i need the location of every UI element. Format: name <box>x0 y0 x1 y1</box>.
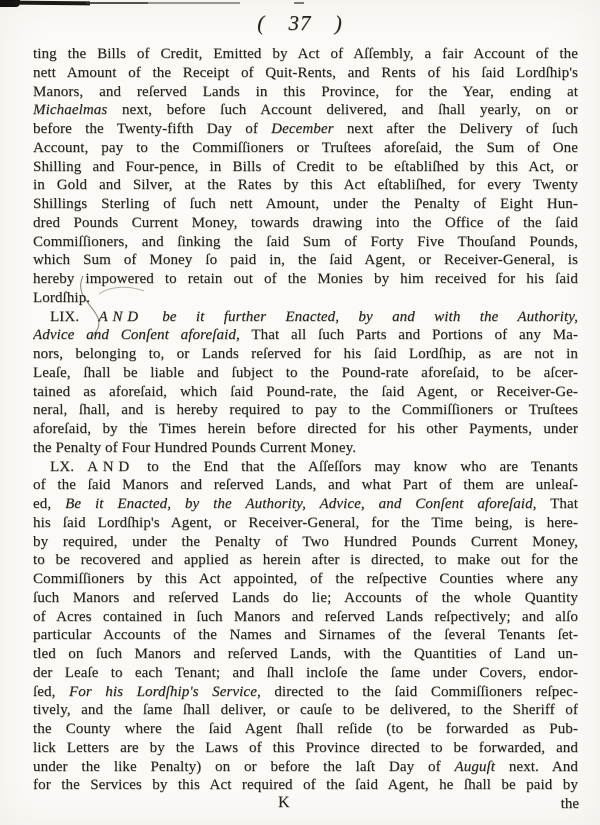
text-line <box>33 739 578 758</box>
text-segment: which Sum of Money ſo paid in, the ſaid Agent, or Receiver-General, is <box>33 252 578 269</box>
text-line <box>33 101 578 120</box>
text-segment: December <box>271 121 334 137</box>
paragraph <box>33 458 578 796</box>
text-segment: LIX. <box>50 308 99 325</box>
text-segment: under the like Penalty) on or before the laſt Day of <box>33 758 455 775</box>
scan-smudge-top <box>14 1 90 6</box>
text-segment: ſuch Manors and reſerved Lands do lie; Accounts of the whole Quantity <box>33 589 578 606</box>
text-segment: That <box>536 496 578 512</box>
text-line <box>33 551 578 570</box>
paragraph <box>33 45 578 308</box>
text-segment: hereby impowered to retain out of the Monies by him received for his ſaid <box>33 271 578 287</box>
text-line <box>33 570 578 589</box>
text-line <box>33 514 578 533</box>
scan-smudge-top <box>86 2 148 4</box>
text-segment: Commiſſioners by this Act appointed, of the reſpective Counties where any <box>33 571 578 587</box>
text-line <box>33 458 578 477</box>
scan-smudge-top <box>294 2 304 4</box>
page-number-header: ( 37 ) <box>257 11 343 35</box>
text-segment: next. And <box>495 758 578 775</box>
text-line <box>33 308 578 327</box>
text-line <box>33 120 578 139</box>
text-segment: by required, under the Penalty of Two Hundred Pounds Current Money, <box>33 533 578 550</box>
text-segment: Auguſt <box>454 758 496 775</box>
text-segment: aforeſaid, by the Times herein before directed for his other Payments, under <box>33 421 578 437</box>
text-line <box>33 195 578 214</box>
text-segment: nors, belonging to, or Lands reſerved for his ſaid Lordſhip, as are not in <box>33 346 578 362</box>
text-segment: Shilling and Four-pence, in Bills of Credit to be eſtabliſhed by this Act, or <box>33 158 578 175</box>
text-line <box>33 589 578 608</box>
text-segment: Lordſhip. <box>33 289 91 306</box>
text-line <box>33 176 578 195</box>
text-segment: next, before ſuch Account delivered, and ſhall yearly, on or <box>107 102 578 119</box>
text-segment: particular Accounts of the Names and Sirnames of the ſeveral Tenants ſet- <box>33 627 578 644</box>
text-segment: Account, pay to the Commiſſioners or Truſtees aforeſaid, the Sum of One <box>33 139 578 156</box>
text-line <box>33 476 578 495</box>
text-segment: his ſaid Lordſhip's Agent, or Receiver-General, for the Time being, is here- <box>33 514 578 531</box>
text-segment: ting the Bills of Credit, Emitted by Act of Aſſembly, a fair Account of the <box>33 46 578 62</box>
text-segment: before the Twenty-fifth Day of <box>33 121 272 137</box>
page-footer <box>0 793 600 815</box>
text-line <box>33 720 578 739</box>
text-segment: of Acres contained in ſuch Manors and reſerved Lands reſpectively; and alſo <box>33 608 578 625</box>
text-line <box>33 383 578 402</box>
text-line <box>33 326 578 345</box>
text-line <box>33 495 578 514</box>
text-segment: LX. <box>50 458 88 475</box>
text-segment: That all ſuch Parts and Portions of any Ma- <box>239 327 578 344</box>
text-line <box>33 626 578 645</box>
text-segment: tled on ſuch Manors and reſerved Lands, with the Quantities of Land un- <box>33 646 578 662</box>
text-block <box>33 45 578 795</box>
text-line <box>33 158 578 177</box>
text-segment: of the ſaid Manors and reſerved Lands, and what Part of them are unleaſ- <box>33 477 578 494</box>
text-line <box>33 345 578 364</box>
text-segment: Michaelmas <box>33 102 108 119</box>
text-line <box>33 270 578 289</box>
text-segment: der Leaſe to each Tenant; and ſhall incloſe the ſame under Covers, endor- <box>33 664 578 681</box>
text-segment: Leaſe, ſhall be liable and ſubject to the Pound-rate aforeſaid, to be aſcer- <box>33 364 578 381</box>
text-segment: Manors, and reſerved Lands in this Province, for the Year, ending at <box>33 83 578 100</box>
text-segment: AND <box>87 458 134 475</box>
text-line <box>33 214 578 233</box>
text-segment: for the Services by this Act required of the ſaid Agent, he ſhall be paid by <box>33 777 578 794</box>
text-line <box>33 289 578 308</box>
text-line <box>33 533 578 552</box>
text-segment: lick Letters are by the Laws of this Province directed to be forwarded, and <box>33 739 578 756</box>
text-line <box>33 664 578 683</box>
text-segment: to be recovered and applied as herein after is directed, to make out for the <box>33 552 578 569</box>
paragraph <box>33 308 578 458</box>
text-line <box>33 139 578 158</box>
text-segment: For his Lordſhip's Service, <box>68 683 261 700</box>
text-segment: be it further Enacted, by and with the Authority, <box>142 308 578 325</box>
text-segment: ſed, <box>33 683 69 700</box>
text-segment: the County where the ſaid Agent ſhall reſide (to be forwarded as Pub- <box>33 721 578 737</box>
text-line <box>33 401 578 420</box>
text-line <box>33 233 578 252</box>
text-segment: tively, and the ſame ſhall deliver, or cauſe to be delivered, to the Sheriff of <box>33 702 578 719</box>
text-segment: neral, ſhall, and is hereby required to pay to the Commiſſioners or Truſtees <box>33 402 578 419</box>
text-segment: Be it Enacted, by the Authority, Advice, and Conſent aforeſaid, <box>65 496 537 512</box>
text-line <box>33 758 578 777</box>
text-segment: Shillings Sterling of ſuch nett Amount, under the Penalty of Eight Hun- <box>33 196 578 212</box>
text-line <box>33 364 578 383</box>
text-segment: AND <box>98 308 143 325</box>
text-line <box>33 45 578 64</box>
text-segment: next after the Delivery of ſuch <box>333 121 578 137</box>
text-line <box>33 645 578 664</box>
text-segment: Advice and Conſent aforeſaid, <box>33 327 240 344</box>
text-line <box>33 701 578 720</box>
scan-smudge-top <box>145 2 240 4</box>
text-line <box>33 83 578 102</box>
text-segment: the Penalty of Four Hundred Pounds Current Money. <box>33 439 357 456</box>
text-segment: to the End that the Aſſeſſors may know who are Tenants <box>134 458 578 475</box>
text-segment: tained as aforeſaid, which ſaid Pound-rate, the ſaid Agent, or Receiver-Ge- <box>33 383 578 400</box>
signature-mark: K <box>278 794 290 811</box>
text-segment: nett Amount of the Receipt of Quit-Rents, and Rents of his ſaid Lordſhip's <box>33 64 578 81</box>
catchword: the <box>560 796 579 812</box>
text-line <box>33 683 578 702</box>
text-line <box>33 439 578 458</box>
text-segment: directed to the ſaid Commiſſioners reſpec- <box>260 683 578 700</box>
text-segment: Commiſſioners, and ſinking the ſaid Sum of Forty Five Thouſand Pounds, <box>33 233 578 250</box>
text-line <box>33 608 578 627</box>
text-segment: ed, <box>33 496 66 512</box>
text-line <box>33 64 578 83</box>
text-line <box>33 251 578 270</box>
text-segment: in Gold and Silver, at the Rates by this Act eſtabliſhed, for every Twenty <box>33 177 578 194</box>
text-line <box>33 420 578 439</box>
text-segment: dred Pounds Current Money, towards drawing into the Office of the ſaid <box>33 214 578 231</box>
